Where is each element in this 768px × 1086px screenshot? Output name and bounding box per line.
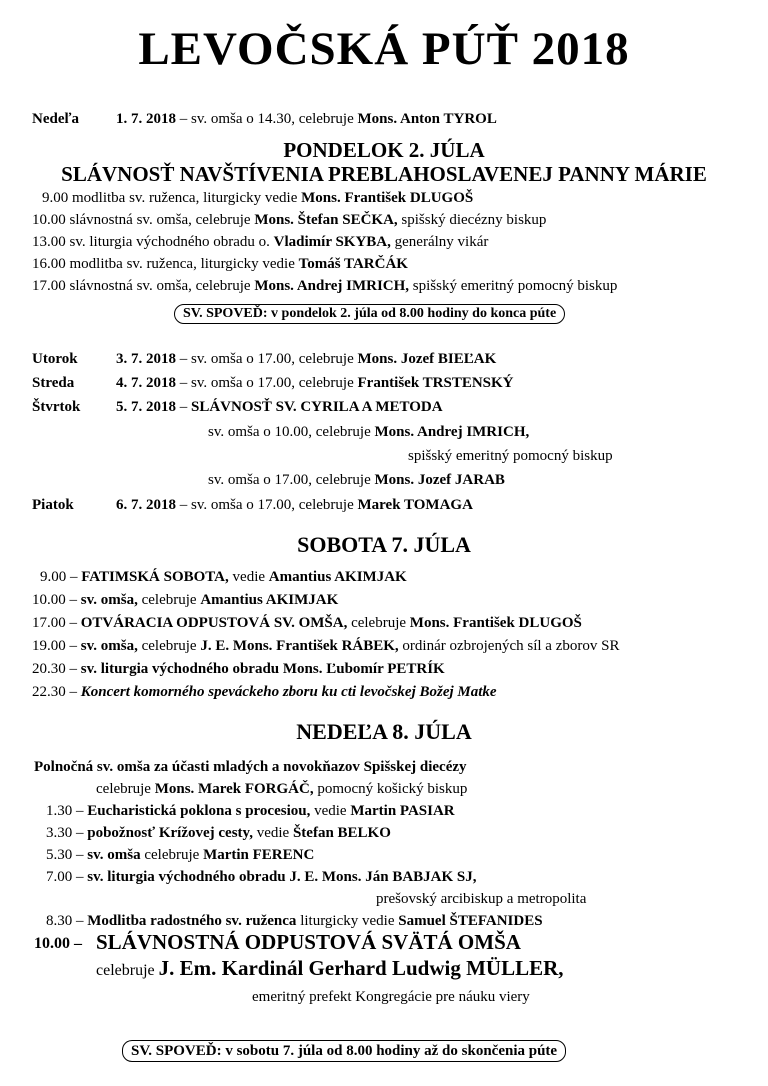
text: vedie <box>310 803 351 819</box>
text: sv. omša o 10.00, celebruje <box>208 424 371 440</box>
text: liturgicky vedie <box>296 913 399 929</box>
celebrant: Marek TOMAGA <box>357 497 473 513</box>
item-suffix: spišský diecézny biskup <box>401 212 547 228</box>
time: 19.00 – <box>32 638 77 654</box>
wed-detail <box>116 374 514 392</box>
date: 4. 7. 2018 <box>116 375 176 391</box>
saturday-item <box>32 614 582 632</box>
time: 8.30 – <box>46 913 84 929</box>
text: – sv. omša o 17.00, celebruje <box>179 375 354 391</box>
suffix: pomocný košický biskup <box>317 781 468 797</box>
thu-mass-2 <box>208 471 505 489</box>
item-name: Mons. Andrej IMRICH, <box>254 278 410 294</box>
celebrant: Mons. Ľubomír PETRÍK <box>282 661 445 677</box>
item-text: 13.00 sv. liturgia východného obradu o. <box>32 234 270 250</box>
time: 3.30 – <box>46 825 84 841</box>
tue-detail <box>116 350 496 368</box>
monday-item <box>42 189 473 207</box>
event: sv. omša <box>87 847 141 863</box>
event: Eucharistická poklona s procesiou, <box>87 803 311 819</box>
event: Modlitba radostného sv. ruženca <box>87 913 297 929</box>
item-text: 9.00 modlitba sv. ruženca, liturgicky vedie <box>42 190 298 206</box>
celebrant: J. Em. Kardinál Gerhard Ludwig MÜLLER, <box>158 956 564 980</box>
sunday-1-line <box>32 110 79 128</box>
celebrant: Samuel ŠTEFANIDES <box>398 913 543 929</box>
main-mass-time: 10.00 – <box>34 935 82 952</box>
text: vedie <box>252 825 293 841</box>
item-text: 10.00 slávnostná sv. omša, celebruje <box>32 212 251 228</box>
celebrant: Amantius AKIMJAK <box>200 592 339 608</box>
monday-item <box>32 233 488 251</box>
celebrant: Mons. Andrej IMRICH, <box>374 424 530 440</box>
celebrant: František TRSTENSKÝ <box>357 375 514 391</box>
time: 1.30 – <box>46 803 84 819</box>
main-celebrant-role: emeritný prefekt Kongregácie pre náuku viery <box>252 989 530 1005</box>
date: 1. 7. 2018 <box>116 111 176 127</box>
thu-mass-1-role: spišský emeritný pomocný biskup <box>408 448 613 464</box>
celebrant: Mons. Jozef BIEĽAK <box>357 351 497 367</box>
sunday-item <box>46 912 543 930</box>
event: pobožnosť Krížovej cesty, <box>87 825 253 841</box>
saturday-concert <box>32 683 497 701</box>
monday-item <box>32 277 617 295</box>
time: 7.00 – <box>46 869 84 885</box>
date: 3. 7. 2018 <box>116 351 176 367</box>
sunday-item <box>46 846 314 864</box>
saturday-item <box>40 568 407 586</box>
celebrant: J. E. Mons. Ján BABJAK SJ, <box>289 869 477 885</box>
sunday-item <box>46 868 477 886</box>
text: sv. omša o 17.00, celebruje <box>208 472 371 488</box>
thu-detail <box>116 398 443 416</box>
celebrant: Mons. František DLUGOŠ <box>409 615 582 631</box>
sunday-item <box>46 824 391 842</box>
midnight-celebrant <box>96 780 467 798</box>
saturday-item <box>32 637 619 655</box>
sunday-item <box>46 802 455 820</box>
item-suffix: spišský emeritný pomocný biskup <box>412 278 618 294</box>
time: 10.00 – <box>32 592 77 608</box>
item-name: Vladimír SKYBA, <box>273 234 391 250</box>
celebrant: Amantius AKIMJAK <box>268 569 407 585</box>
event: sv. omša, <box>80 638 138 654</box>
monday-subheading: SLÁVNOSŤ NAVŠTÍVENIA PREBLAHOSLAVENEJ PANNY MÁRIE <box>61 162 707 186</box>
saturday-item <box>32 660 445 678</box>
celebrant: Martin PASIAR <box>350 803 455 819</box>
text: celebruje <box>137 592 201 608</box>
text: – sv. omša o 14.30, celebruje <box>179 111 354 127</box>
item-name: Tomáš TARČÁK <box>298 256 408 272</box>
text: celebruje <box>96 962 155 979</box>
celebrant: Štefan BELKO <box>292 825 391 841</box>
celebrant: Mons. Anton TYROL <box>357 111 497 127</box>
text: – sv. omša o 17.00, celebruje <box>179 497 354 513</box>
text: celebruje <box>347 615 410 631</box>
celebrant: Mons. Jozef JARAB <box>374 472 505 488</box>
celebrant: Mons. Marek FORGÁČ, <box>154 781 314 797</box>
date: 5. 7. 2018 <box>116 399 176 415</box>
item-text: 16.00 modlitba sv. ruženca, liturgicky vedie <box>32 256 295 272</box>
item-name: Mons. František DLUGOŠ <box>301 190 474 206</box>
text: celebruje <box>96 781 151 797</box>
text: celebruje <box>140 847 204 863</box>
event: FATIMSKÁ SOBOTA, <box>81 569 229 585</box>
main-mass-title: SLÁVNOSTNÁ ODPUSTOVÁ SVÄTÁ OMŠA <box>96 930 521 954</box>
text: vedie <box>228 569 269 585</box>
time: 9.00 – <box>40 569 78 585</box>
text: celebruje <box>137 638 201 654</box>
sunday-confession-box: SV. SPOVEĎ: v sobotu 7. júla od 8.00 hodiny až do skončenia púte <box>122 1040 566 1062</box>
time: 22.30 – <box>32 684 77 700</box>
thu-day: Štvrtok <box>32 399 81 415</box>
sunday-1-detail <box>116 110 497 128</box>
page-title: LEVOČSKÁ PÚŤ 2018 <box>138 23 630 75</box>
text: – sv. omša o 17.00, celebruje <box>179 351 354 367</box>
item-name: Mons. Štefan SEČKA, <box>254 212 398 228</box>
suffix: ordinár ozbrojených síl a zborov SR <box>398 638 620 654</box>
saturday-heading: SOBOTA 7. JÚLA <box>297 532 471 557</box>
event: sv. liturgia východného obradu <box>87 869 286 885</box>
monday-heading: PONDELOK 2. JÚLA <box>283 138 485 162</box>
babjak-role: prešovský arcibiskup a metropolita <box>376 891 587 907</box>
time: 17.00 – <box>32 615 77 631</box>
time: 5.30 – <box>46 847 84 863</box>
tue-day: Utorok <box>32 351 78 367</box>
event: OTVÁRACIA ODPUSTOVÁ SV. OMŠA, <box>80 615 348 631</box>
celebrant: Martin FERENC <box>203 847 315 863</box>
celebrant: J. E. Mons. František RÁBEK, <box>200 638 399 654</box>
monday-item <box>32 211 546 229</box>
time: 20.30 – <box>32 661 77 677</box>
monday-confession-box: SV. SPOVEĎ: v pondelok 2. júla od 8.00 hodiny do konca púte <box>174 304 565 324</box>
event: sv. liturgia východného obradu <box>80 661 280 677</box>
fri-detail <box>116 496 473 514</box>
thu-mass-1 <box>208 423 529 441</box>
date: 6. 7. 2018 <box>116 497 176 513</box>
monday-item <box>32 255 408 273</box>
item-text: 17.00 slávnostná sv. omša, celebruje <box>32 278 251 294</box>
fri-day: Piatok <box>32 497 74 513</box>
day-label: Nedeľa <box>32 111 80 127</box>
main-celebrant <box>96 956 564 981</box>
midnight-mass: Polnočná sv. omša za účasti mladých a novokňazov Spišskej diecézy <box>34 759 467 775</box>
text: – <box>179 399 188 415</box>
item-suffix: generálny vikár <box>394 234 489 250</box>
event: sv. omša, <box>80 592 138 608</box>
feast-name: SLÁVNOSŤ SV. CYRILA A METODA <box>191 399 443 415</box>
concert-text: Koncert komorného speváckeho zboru ku cti levočskej Božej Matke <box>80 684 497 700</box>
saturday-item <box>32 591 338 609</box>
sunday-heading: NEDEĽA 8. JÚLA <box>296 719 472 744</box>
wed-day: Streda <box>32 375 75 391</box>
